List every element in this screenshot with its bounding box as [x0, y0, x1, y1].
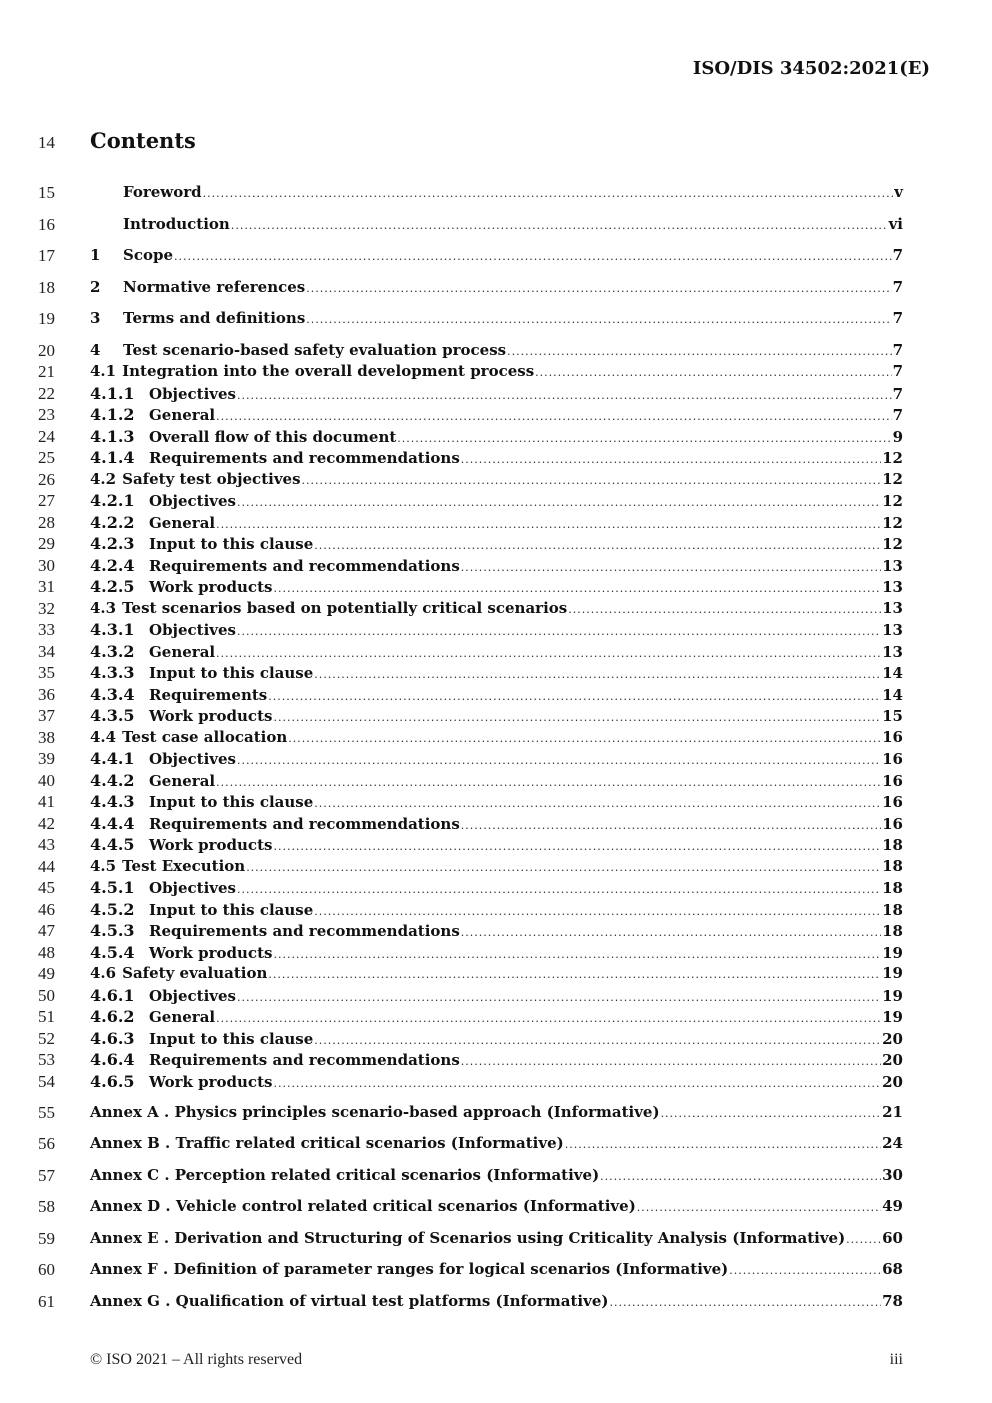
toc-entry-number: 4.1.1 — [90, 384, 135, 403]
toc-entry-title: Annex E . Derivation and Structuring of Scenarios using Criticality Analysis (Informative) — [90, 1229, 846, 1247]
toc-entry-number: 4.3.1 — [90, 620, 135, 639]
toc-entry-page: 7 — [892, 341, 903, 359]
toc-entry-title: General — [149, 643, 216, 661]
toc-entry-title: Test Execution — [122, 857, 246, 875]
dot-leader — [314, 1034, 881, 1047]
line-number: 31 — [38, 577, 55, 596]
toc-entry-title: Requirements and recommendations — [149, 922, 460, 940]
toc-entry-title: General — [149, 514, 216, 532]
line-number: 28 — [38, 513, 55, 532]
toc-entry-number: 4.3.5 — [90, 706, 135, 725]
toc-entry[interactable] — [90, 215, 903, 233]
dot-leader — [314, 539, 881, 552]
toc-entry[interactable] — [90, 427, 903, 446]
line-number: 52 — [38, 1029, 55, 1048]
toc-entry[interactable] — [90, 448, 903, 467]
toc-entry[interactable] — [90, 749, 903, 768]
toc-entry[interactable] — [90, 362, 903, 380]
toc-entry-title: Objectives — [149, 987, 236, 1005]
dot-leader — [461, 819, 881, 832]
toc-entry-number: 4.3 — [90, 599, 117, 617]
dot-leader — [302, 474, 882, 487]
toc-entry-page: 14 — [882, 686, 903, 704]
toc-entry-number: 4.5.1 — [90, 878, 135, 897]
toc-entry-page: 7 — [892, 385, 903, 403]
toc-entry-page: 68 — [882, 1260, 903, 1278]
line-number: 23 — [38, 405, 55, 424]
toc-entry[interactable] — [90, 384, 903, 403]
dot-leader — [246, 861, 881, 874]
toc-entry-page: 7 — [892, 278, 903, 296]
toc-entry-title: Annex A . Physics principles scenario-based approach (Informative) — [90, 1103, 660, 1121]
toc-annex-entry[interactable] — [90, 1197, 903, 1215]
line-number: 27 — [38, 491, 55, 510]
document-identifier: ISO/DIS 34502:2021(E) — [692, 58, 930, 79]
toc-entry-title: Objectives — [149, 750, 236, 768]
toc-entry-page: 18 — [882, 922, 903, 940]
dot-leader — [637, 1201, 881, 1214]
toc-entry-number: 4.2.5 — [90, 577, 135, 596]
line-number: 24 — [38, 427, 55, 446]
toc-entry-title: Requirements and recommendations — [149, 449, 460, 467]
toc-entry-page: 19 — [882, 944, 903, 962]
line-number: 53 — [38, 1050, 55, 1069]
dot-leader — [507, 345, 891, 358]
toc-entry-title: Test scenario-based safety evaluation process — [123, 341, 507, 359]
toc-entry-title: Foreword — [123, 183, 202, 201]
toc-entry[interactable] — [90, 792, 903, 811]
toc-entry-number: 4.4.3 — [90, 792, 135, 811]
line-number: 15 — [38, 183, 55, 202]
toc-entry-title: Test scenarios based on potentially critical scenarios — [122, 599, 568, 617]
toc-annex-entry[interactable] — [90, 1134, 903, 1152]
line-number: 32 — [38, 599, 55, 618]
toc-entry-page: v — [894, 183, 903, 201]
line-number: 14 — [38, 133, 55, 152]
toc-entry-number: 4.6 — [90, 964, 117, 982]
toc-entry-page: 18 — [882, 836, 903, 854]
toc-entry-number: 4.2.2 — [90, 513, 135, 532]
dot-leader — [231, 219, 888, 232]
toc-entry-title: Annex D . Vehicle control related critical scenarios (Informative) — [90, 1197, 636, 1215]
toc-entry-page: 19 — [882, 964, 903, 982]
line-number: 34 — [38, 642, 55, 661]
toc-entry-page: 21 — [882, 1103, 903, 1121]
toc-entry-title: Input to this clause — [149, 901, 314, 919]
toc-entry-number: 4.4.2 — [90, 771, 135, 790]
dot-leader — [174, 250, 892, 263]
dot-leader — [237, 389, 892, 402]
line-number: 50 — [38, 986, 55, 1005]
toc-entry-page: 13 — [882, 578, 903, 596]
toc-entry-title: Input to this clause — [149, 793, 314, 811]
toc-entry[interactable] — [90, 857, 903, 875]
dot-leader — [461, 453, 881, 466]
line-number: 58 — [38, 1197, 55, 1216]
toc-entry-page: 12 — [882, 449, 903, 467]
toc-entry-title: Safety evaluation — [122, 964, 268, 982]
dot-leader — [661, 1107, 882, 1120]
toc-entry-page: 13 — [882, 621, 903, 639]
toc-entry-number: 4.4.1 — [90, 749, 135, 768]
toc-entry-number: 4.5.3 — [90, 921, 135, 940]
toc-entry-title: General — [149, 772, 216, 790]
dot-leader — [216, 776, 881, 789]
toc-entry-number: 4.1.2 — [90, 405, 135, 424]
toc-entry[interactable] — [90, 964, 903, 982]
toc-entry[interactable] — [90, 620, 903, 639]
toc-entry[interactable] — [90, 246, 903, 264]
toc-entry[interactable] — [90, 1029, 903, 1048]
dot-leader — [729, 1264, 881, 1277]
line-number: 40 — [38, 771, 55, 790]
toc-entry-page: 24 — [882, 1134, 903, 1152]
line-number: 39 — [38, 749, 55, 768]
toc-entry-number: 4.5.4 — [90, 943, 135, 962]
dot-leader — [273, 840, 881, 853]
toc-entry-number: 4.3.3 — [90, 663, 135, 682]
toc-entry-page: 16 — [882, 772, 903, 790]
dot-leader — [314, 905, 881, 918]
toc-entry[interactable] — [90, 1007, 903, 1026]
dot-leader — [314, 797, 881, 810]
dot-leader — [268, 690, 881, 703]
toc-entry[interactable] — [90, 556, 903, 575]
toc-entry-page: 15 — [882, 707, 903, 725]
dot-leader — [216, 518, 881, 531]
toc-entry-title: Objectives — [149, 492, 236, 510]
line-number: 22 — [38, 384, 55, 403]
toc-entry-page: 20 — [882, 1051, 903, 1069]
toc-entry-title: General — [149, 406, 216, 424]
toc-entry[interactable] — [90, 341, 903, 359]
toc-entry[interactable] — [90, 728, 903, 746]
line-number: 47 — [38, 921, 55, 940]
toc-entry-page: 14 — [882, 664, 903, 682]
toc-entry-title: Terms and definitions — [123, 309, 306, 327]
line-number: 46 — [38, 900, 55, 919]
toc-entry-page: 16 — [882, 750, 903, 768]
toc-entry-number: 3 — [90, 309, 101, 327]
toc-entry-title: General — [149, 1008, 216, 1026]
toc-entry-page: 13 — [882, 643, 903, 661]
line-number: 33 — [38, 620, 55, 639]
line-number: 48 — [38, 943, 55, 962]
toc-entry-title: Annex C . Perception related critical scenarios (Informative) — [90, 1166, 600, 1184]
page-title: Contents — [90, 128, 196, 153]
toc-entry-page: 12 — [882, 514, 903, 532]
dot-leader — [273, 582, 881, 595]
dot-leader — [237, 991, 881, 1004]
toc-entry-title: Annex F . Definition of parameter ranges for logical scenarios (Informative) — [90, 1260, 729, 1278]
dot-leader — [609, 1296, 881, 1309]
toc-annex-entry[interactable] — [90, 1103, 903, 1121]
line-number: 18 — [38, 278, 55, 297]
dot-leader — [461, 1055, 881, 1068]
line-number: 19 — [38, 309, 55, 328]
toc-entry-page: 20 — [882, 1073, 903, 1091]
line-number: 41 — [38, 792, 55, 811]
dot-leader — [203, 187, 894, 200]
toc-entry-title: Requirements — [149, 686, 268, 704]
toc-entry-number: 4.4.5 — [90, 835, 135, 854]
dot-leader — [273, 1077, 881, 1090]
line-number: 20 — [38, 341, 55, 360]
toc-entry-page: 19 — [882, 987, 903, 1005]
toc-entry-page: 12 — [882, 470, 903, 488]
toc-entry-title: Work products — [149, 944, 273, 962]
line-number: 16 — [38, 215, 55, 234]
toc-entry-number: 4.6.1 — [90, 986, 135, 1005]
toc-entry[interactable] — [90, 663, 903, 682]
toc-entry-title: Integration into the overall development process — [122, 362, 535, 380]
toc-entry-page: 18 — [882, 879, 903, 897]
toc-entry[interactable] — [90, 534, 903, 553]
toc-entry-page: 12 — [882, 535, 903, 553]
toc-entry-page: 16 — [882, 815, 903, 833]
dot-leader — [237, 496, 881, 509]
toc-entry[interactable] — [90, 900, 903, 919]
toc-entry[interactable] — [90, 878, 903, 897]
dot-leader — [237, 625, 881, 638]
line-number: 37 — [38, 706, 55, 725]
toc-entry-page: 19 — [882, 1008, 903, 1026]
line-number: 42 — [38, 814, 55, 833]
line-number: 60 — [38, 1260, 55, 1279]
toc-entry-page: 16 — [882, 793, 903, 811]
dot-leader — [237, 754, 881, 767]
dot-leader — [216, 410, 891, 423]
toc-entry-title: Annex B . Traffic related critical scenarios (Informative) — [90, 1134, 564, 1152]
dot-leader — [461, 926, 881, 939]
toc-entry-page: 30 — [882, 1166, 903, 1184]
line-number: 43 — [38, 835, 55, 854]
toc-annex-entry[interactable] — [90, 1292, 903, 1310]
dot-leader — [288, 732, 881, 745]
toc-entry-title: Work products — [149, 836, 273, 854]
toc-entry[interactable] — [90, 1072, 903, 1091]
toc-entry-title: Safety test objectives — [122, 470, 301, 488]
toc-entry[interactable] — [90, 835, 903, 854]
dot-leader — [461, 561, 881, 574]
toc-entry-title: Objectives — [149, 621, 236, 639]
toc-entry-number: 4.2.3 — [90, 534, 135, 553]
toc-entry-number: 1 — [90, 246, 101, 264]
line-number: 55 — [38, 1103, 55, 1122]
line-number: 61 — [38, 1292, 55, 1311]
line-number: 59 — [38, 1229, 55, 1248]
toc-entry-number: 4.2.1 — [90, 491, 135, 510]
toc-entry-page: 18 — [882, 857, 903, 875]
toc-entry-number: 4.4 — [90, 728, 117, 746]
line-number: 38 — [38, 728, 55, 747]
line-number: 17 — [38, 246, 55, 265]
toc-entry[interactable] — [90, 685, 903, 704]
toc-entry[interactable] — [90, 943, 903, 962]
toc-entry-number: 4.2.4 — [90, 556, 135, 575]
toc-entry-title: Annex G . Qualification of virtual test platforms (Informative) — [90, 1292, 609, 1310]
toc-entry-number: 4.2 — [90, 470, 117, 488]
dot-leader — [306, 313, 891, 326]
toc-entry[interactable] — [90, 513, 903, 532]
toc-entry-page: 78 — [882, 1292, 903, 1310]
toc-entry-number: 4.1.4 — [90, 448, 135, 467]
toc-entry[interactable] — [90, 405, 903, 424]
toc-entry-title: Input to this clause — [149, 1030, 314, 1048]
toc-entry-page: 7 — [892, 246, 903, 264]
toc-entry-page: 13 — [882, 599, 903, 617]
toc-entry-page: 16 — [882, 728, 903, 746]
line-number: 35 — [38, 663, 55, 682]
toc-entry-page: 60 — [882, 1229, 903, 1247]
dot-leader — [306, 282, 891, 295]
toc-entry[interactable] — [90, 491, 903, 510]
line-number: 57 — [38, 1166, 55, 1185]
toc-entry[interactable] — [90, 771, 903, 790]
toc-entry-title: Requirements and recommendations — [149, 815, 460, 833]
line-number: 44 — [38, 857, 55, 876]
toc-entry-title: Scope — [123, 246, 174, 264]
toc-entry-number: 4.6.5 — [90, 1072, 135, 1091]
toc-entry-page: 18 — [882, 901, 903, 919]
line-number: 36 — [38, 685, 55, 704]
toc-entry-page: 7 — [892, 309, 903, 327]
toc-annex-entry[interactable] — [90, 1229, 903, 1247]
dot-leader — [268, 968, 881, 981]
toc-entry-title: Objectives — [149, 879, 236, 897]
toc-entry-title: Test case allocation — [122, 728, 288, 746]
toc-entry-page: 20 — [882, 1030, 903, 1048]
toc-entry[interactable] — [90, 183, 903, 201]
line-number: 29 — [38, 534, 55, 553]
line-number: 25 — [38, 448, 55, 467]
toc-entry[interactable] — [90, 1050, 903, 1069]
toc-entry[interactable] — [90, 986, 903, 1005]
toc-entry-number: 4.3.2 — [90, 642, 135, 661]
toc-entry-title: Requirements and recommendations — [149, 1051, 460, 1069]
toc-entry-number: 4 — [90, 341, 101, 359]
toc-entry-page: vi — [888, 215, 903, 233]
toc-entry-page: 9 — [892, 428, 903, 446]
dot-leader — [600, 1170, 881, 1183]
toc-entry[interactable] — [90, 599, 903, 617]
toc-entry-title: Input to this clause — [149, 535, 314, 553]
toc-entry[interactable] — [90, 278, 903, 296]
toc-entry-number: 4.5 — [90, 857, 117, 875]
toc-entry[interactable] — [90, 309, 903, 327]
dot-leader — [565, 1138, 881, 1151]
toc-entry[interactable] — [90, 706, 903, 725]
dot-leader — [273, 948, 881, 961]
toc-entry-title: Objectives — [149, 385, 236, 403]
toc-entry-title: Work products — [149, 1073, 273, 1091]
dot-leader — [237, 883, 881, 896]
toc-entry-title: Work products — [149, 707, 273, 725]
line-number: 51 — [38, 1007, 55, 1026]
page-number: iii — [889, 1351, 903, 1368]
toc-entry-number: 4.5.2 — [90, 900, 135, 919]
toc-entry-title: Input to this clause — [149, 664, 314, 682]
line-number: 49 — [38, 964, 55, 983]
toc-entry-number: 4.6.4 — [90, 1050, 135, 1069]
copyright-notice: © ISO 2021 – All rights reserved — [90, 1351, 303, 1368]
toc-entry[interactable] — [90, 921, 903, 940]
line-number: 56 — [38, 1134, 55, 1153]
dot-leader — [568, 603, 881, 616]
toc-entry-title: Normative references — [123, 278, 306, 296]
toc-entry-number: 4.6.2 — [90, 1007, 135, 1026]
toc-entry-title: Overall flow of this document — [149, 428, 397, 446]
dot-leader — [314, 668, 881, 681]
toc-entry-page: 7 — [892, 362, 903, 380]
toc-entry-page: 7 — [892, 406, 903, 424]
line-number: 21 — [38, 362, 55, 381]
dot-leader — [216, 1012, 881, 1025]
toc-entry-page: 49 — [882, 1197, 903, 1215]
toc-entry-page: 13 — [882, 557, 903, 575]
dot-leader — [535, 366, 891, 379]
dot-leader — [216, 647, 881, 660]
line-number: 26 — [38, 470, 55, 489]
toc-entry-number: 2 — [90, 278, 101, 296]
toc-entry[interactable] — [90, 814, 903, 833]
dot-leader — [846, 1233, 881, 1246]
line-number: 45 — [38, 878, 55, 897]
toc-entry-number: 4.3.4 — [90, 685, 135, 704]
dot-leader — [273, 711, 881, 724]
toc-entry-number: 4.1.3 — [90, 427, 135, 446]
toc-entry-title: Work products — [149, 578, 273, 596]
toc-entry-number: 4.4.4 — [90, 814, 135, 833]
toc-entry[interactable] — [90, 577, 903, 596]
toc-entry[interactable] — [90, 470, 903, 488]
toc-entry-number: 4.1 — [90, 362, 117, 380]
toc-annex-entry[interactable] — [90, 1166, 903, 1184]
toc-entry[interactable] — [90, 642, 903, 661]
toc-annex-entry[interactable] — [90, 1260, 903, 1278]
line-number: 30 — [38, 556, 55, 575]
toc-entry-page: 12 — [882, 492, 903, 510]
toc-entry-title: Requirements and recommendations — [149, 557, 460, 575]
dot-leader — [397, 432, 891, 445]
line-number: 54 — [38, 1072, 55, 1091]
toc-entry-number: 4.6.3 — [90, 1029, 135, 1048]
toc-entry-title: Introduction — [123, 215, 230, 233]
